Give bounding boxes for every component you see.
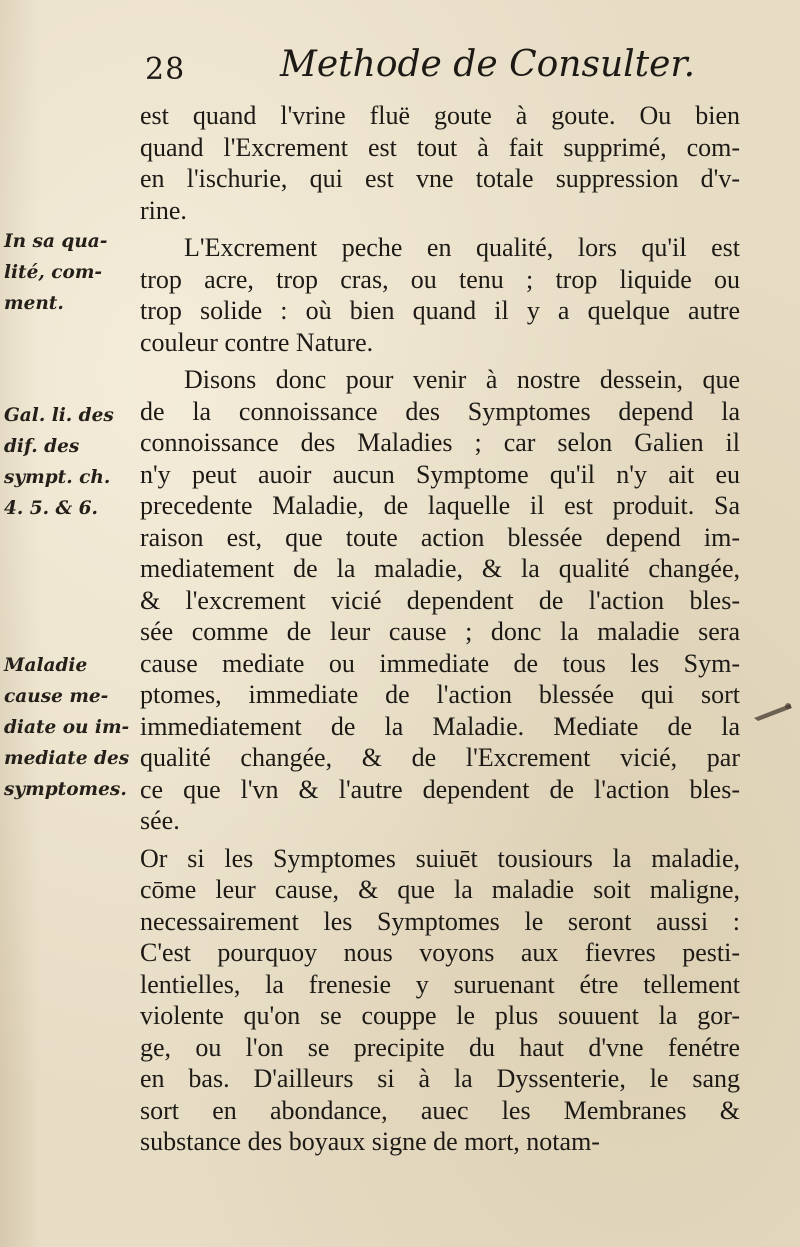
text-line: ptomes, immediate de l'action blessée qui sort bbox=[140, 680, 740, 709]
text-line: mediatement de la maladie, & la qualité changée, bbox=[140, 554, 740, 583]
paragraph bbox=[140, 232, 740, 358]
text-line: sort en abondance, auec les Membranes & bbox=[140, 1095, 740, 1125]
page-number: 28 bbox=[145, 52, 186, 87]
text-line: substance des boyaux signe de mort, notam- bbox=[140, 1127, 600, 1156]
text-line: cause mediate ou immediate de tous les Sym- bbox=[140, 648, 740, 678]
text-line: trop solide : où bien quand il y a quelque autre bbox=[140, 296, 740, 325]
text-line: ge, ou l'on se precipite du haut d'vne fenétre bbox=[140, 1032, 740, 1062]
text-line: ce que l'vn & l'autre dependent de l'action bles- bbox=[140, 774, 740, 804]
text-line: en bas. D'ailleurs si à la Dyssenterie, le sang bbox=[140, 1064, 740, 1093]
text-line: C'est pourquoy nous voyons aux fievres pesti- bbox=[140, 938, 740, 967]
text-line: cōme leur cause, & que la maladie soit maligne, bbox=[140, 875, 740, 904]
text-line: connoissance des Maladies ; car selon Galien il bbox=[140, 428, 740, 457]
text-line: sée. bbox=[140, 806, 180, 835]
text-line: & l'excrement vicié dependent de l'action bles- bbox=[140, 585, 740, 615]
text-line: couleur contre Nature. bbox=[140, 327, 374, 357]
paragraph bbox=[140, 100, 740, 226]
text-line: violente qu'on se couppe le plus souuent la gor- bbox=[140, 1001, 740, 1030]
body-text bbox=[140, 100, 740, 1158]
text-line: quand l'Excrement est tout à fait supprimé, com- bbox=[140, 132, 740, 162]
text-line: necessairement les Symptomes le seront aussi : bbox=[140, 906, 740, 936]
text-line: qualité changée, & de l'Excrement vicié, par bbox=[140, 743, 740, 772]
text-line: raison est, que toute action blessée depend im- bbox=[140, 522, 740, 552]
text-line: precedente Maladie, de laquelle il est produit. Sa bbox=[140, 491, 740, 520]
running-head: Methode de Consulter. bbox=[280, 44, 696, 85]
text-line: immediatement de la Maladie. Mediate de la bbox=[140, 711, 740, 741]
text-line: rine. bbox=[140, 195, 187, 225]
margin-note: In sa qua- lité, com- ment. bbox=[4, 231, 108, 314]
text-line: Disons donc pour venir à nostre dessein, que bbox=[184, 365, 740, 394]
text-line: sée comme de leur cause ; donc la maladie sera bbox=[140, 617, 740, 646]
text-line: est quand l'vrine fluë goute à goute. Ou bien bbox=[140, 101, 740, 130]
text-line: n'y peut auoir aucun Symptome qu'il n'y ait eu bbox=[140, 459, 740, 489]
text-line: de la connoissance des Symptomes depend la bbox=[140, 396, 740, 426]
margin-note: Gal. li. des dif. des sympt. ch. 4. 5. & 6. bbox=[4, 405, 114, 519]
text-line: trop acre, trop cras, ou tenu ; trop liquide ou bbox=[140, 264, 740, 294]
paragraph bbox=[140, 843, 740, 1158]
text-line: L'Excrement peche en qualité, lors qu'il est bbox=[184, 233, 740, 262]
paragraph bbox=[140, 364, 740, 837]
margin-note: Maladie cause me- diate ou im- mediate des symptomes. bbox=[4, 655, 130, 800]
text-line: lentielles, la frenesie y suruenant étre tellement bbox=[140, 969, 740, 999]
ink-blot-icon bbox=[752, 700, 794, 722]
page-header bbox=[145, 40, 745, 96]
text-line: en l'ischurie, qui est vne totale suppression d'v- bbox=[140, 164, 740, 193]
text-line: Or si les Symptomes suiuēt tousiours la maladie, bbox=[140, 843, 740, 873]
